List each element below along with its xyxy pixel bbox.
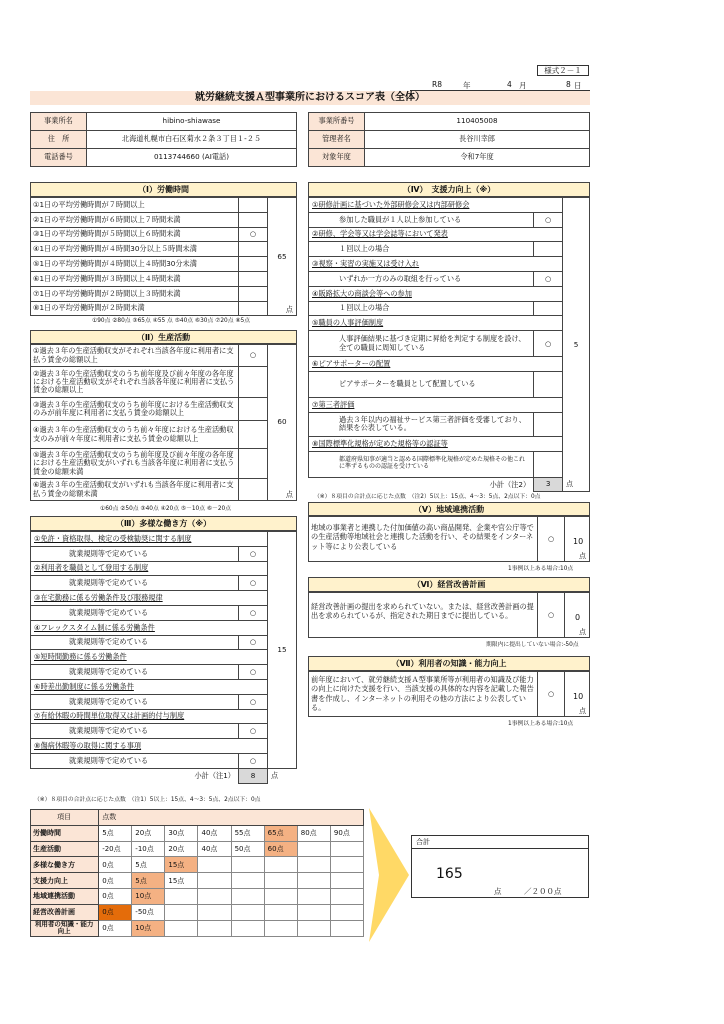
summary-row-label: 経営改善計画 [31,904,99,920]
summary-cell: 90点 [330,825,363,841]
date-era: R8 [432,80,442,89]
summary-cell: -50点 [132,904,165,920]
total-label: 合計 [412,836,588,849]
section-4-table [308,197,590,492]
sec4-item-head: ⑦第三者評価 [309,397,563,412]
summary-cell: 80点 [297,825,330,841]
summary-row [31,888,364,904]
sec3-item-sub: 就業規則等で定めている [31,546,239,561]
summary-cell: 30点 [165,825,198,841]
section-4-title: （Ⅳ） 支援力向上（※） [308,182,590,197]
summary-cell [264,857,297,873]
sec3-item-sub: 就業規則等で定めている [31,576,239,591]
sec4-check [534,412,563,436]
sec7-text: 前年度において、就労継続支援Ａ型事業所等が利用者の知識及び能力の向上に向けた支援を行い、当該支援の具体的な内容を記載した報告書を作成し、インターネットの利用その他の方法により公表している。 [311,675,534,713]
sec4-check [534,451,563,477]
summary-cell [297,904,330,920]
sec3-item-head: ⑧傷病休暇等の取得に関する事項 [31,739,268,754]
sec3-check: ○ [239,605,268,620]
date-day-unit: 日 [574,81,582,90]
summary-cell: 0点 [99,920,132,936]
summary-cell [231,904,264,920]
sec4-check: ○ [534,271,563,286]
summary-row-label: 地域連携活動 [31,888,99,904]
arrow-icon [369,808,409,942]
summary-row-label: 支援力向上 [31,873,99,889]
sec4-item-sub: １回以上の場合 [309,242,534,257]
sec5-unit: 点 [579,552,586,560]
sec3-item-head: ③在宅勤務に係る労働条件及び服務規律 [31,591,268,606]
sec3-check: ○ [239,576,268,591]
summary-header-item: 項目 [31,810,99,826]
summary-cell [231,873,264,889]
sec1-item: ①1日の平均労働時間が７時間以上 [31,198,239,213]
sec3-score: 15 [277,644,287,654]
summary-row [31,841,364,857]
sec3-check: ○ [239,694,268,709]
sec7-check: ○ [537,672,565,717]
sec3-check: ○ [239,753,268,768]
sec4-item-sub: １回以上の場合 [309,301,534,316]
sec1-item: ③1日の平均労働時間が５時間以上６時間未満 [31,227,239,242]
summary-cell [330,841,363,857]
sec7-unit: 点 [579,707,586,715]
section-1-table [30,197,297,316]
sec3-item-sub: 就業規則等で定めている [31,694,239,709]
summary-cell [297,873,330,889]
sec1-item: ⑥1日の平均労働時間が３時間以上４時間未満 [31,271,239,286]
summary-cell: 0点 [99,888,132,904]
sec3-note: （※）８項目の合計点に応じた点数 （注1）5以上：15点、4～3：5点、2点以下：0点 [34,797,261,803]
summary-cell: 20点 [132,825,165,841]
total-box [411,835,589,898]
summary-cell [231,857,264,873]
summary-row [31,857,364,873]
summary-table [30,809,364,937]
sec6-text: 経営改善計画の提出を求められていない。または、経営改善計画の提出を求められているが、指定された期日までに提出している。 [311,602,534,621]
info-value: hibino-shiawase [87,113,297,131]
summary-cell: 10点 [132,888,165,904]
summary-cell: 60点 [264,841,297,857]
sec5-box [308,516,590,562]
sec3-subtotal: 8 [239,768,268,783]
sec2-score: 60 [277,417,287,427]
sec6-note: 期限内に提出していない場合:-50点 [486,642,579,648]
section-3-table [30,531,297,784]
sec4-item-head: ⑤職員の人事評価制度 [309,316,563,331]
sec4-item-head: ⑥ピアサポーターの配置 [309,357,563,372]
sec4-item-sub: 過去３年以内の福祉サービス第三者評価を受審しており、結果を公表している。 [309,412,534,436]
summary-cell: 5点 [132,873,165,889]
summary-cell: 0点 [99,904,132,920]
total-unit: 点 [494,887,502,896]
date-month: 4 [507,80,512,89]
section-2-table [30,344,297,501]
summary-cell: 5点 [99,825,132,841]
sec3-item-head: ⑦有給休暇の時間単位取得又は計画的付与制度 [31,709,268,724]
sec4-item-sub: いずれか一方のみの取組を行っている [309,271,534,286]
sec7-box [308,671,590,717]
sec4-item-head: ③視察・実習の実施又は受け入れ [309,257,563,272]
sec3-item-sub: 就業規則等で定めている [31,665,239,680]
sec4-subtotal: 3 [534,477,563,492]
date-month-unit: 月 [519,81,527,90]
summary-cell: 5点 [132,857,165,873]
sec4-item-head: ①研修計画に基づいた外部研修会又は内部研修会 [309,198,563,213]
summary-row-label: 利用者の知識・能力向上 [31,920,99,936]
sec3-item-head: ⑤短時間勤務に係る労働条件 [31,650,268,665]
info-value: 0113744660 (AI電話) [87,149,297,167]
summary-cell: 15点 [165,857,198,873]
summary-cell [264,920,297,936]
sec2-item: ⑤過去３年の生産活動収支のうち前年度及び前々年度の各年度における生産活動収支がいずれも当該各年度に利用者に支払う賃金の総額未満 [31,449,239,479]
section-3-title: （Ⅲ）多様な働き方（※） [30,516,297,531]
summary-cell [198,857,231,873]
sec3-item-sub: 就業規則等で定めている [31,753,239,768]
section-5-title: （Ⅴ）地域連携活動 [308,502,590,516]
sec6-box [308,592,590,638]
sec4-check [534,371,563,397]
sec1-score: 65 [277,251,287,261]
summary-row [31,920,364,936]
summary-cell: 10点 [132,920,165,936]
summary-cell [330,920,363,936]
sec3-item-head: ⑥時差出勤制度に係る労働条件 [31,679,268,694]
sec2-unit: 点 [285,489,293,499]
form-number: 様式２－１ [537,65,589,76]
sec5-text: 地域の事業者と連携した付加価値の高い商品開発、企業や官公庁等での生産活動等地域社会と連携した活動を行い、その結果をインターネット等により公表している [311,523,534,551]
sec3-item-head: ④フレックスタイム制に係る労働条件 [31,620,268,635]
info-label: 事業所番号 [309,113,365,131]
summary-cell: 65点 [264,825,297,841]
summary-cell [330,904,363,920]
summary-cell [231,888,264,904]
summary-cell: 0点 [99,857,132,873]
sec3-subtotal-label: 小計（注1） [31,768,239,783]
sec4-note: （※）８項目の合計点に応じた点数 （注2）5以上：15点、4～3：5点、2点以下：0点 [314,494,541,500]
summary-cell [297,888,330,904]
sec4-subtotal-label: 小計（注2） [489,479,531,489]
summary-cell [198,873,231,889]
sec1-item: ④1日の平均労働時間が４時間30分以上５時間未満 [31,242,239,257]
sec5-score: 10 [573,537,584,546]
section-7-title: （Ⅶ）利用者の知識・能力向上 [308,656,590,671]
sec1-item: ⑤1日の平均労働時間が４時間以上４時間30分未満 [31,257,239,272]
info-value: 北海道札幌市白石区菊水２条３丁目１-２５ [87,131,297,149]
sec1-check: ○ [239,227,268,242]
sec3-item-sub: 就業規則等で定めている [31,635,239,650]
section-2-title: （Ⅱ）生産活動 [30,330,297,344]
sec6-score: 0 [575,613,581,622]
sec4-item-head: ⑧国際標準化規格が定めた規格等の認証等 [309,436,563,451]
sec4-check [534,301,563,316]
sec7-score: 10 [573,692,584,701]
info-label: 事業所名 [31,113,87,131]
sec3-item-head: ①免許・資格取得、検定の受検勧奨に関する制度 [31,532,268,547]
sec4-item-sub: 参加した職員が１人以上参加している [309,212,534,227]
sec4-check [534,242,563,257]
section-6-title: （Ⅵ）経営改善計画 [308,577,590,592]
summary-cell: 40点 [198,825,231,841]
info-left [30,112,297,167]
summary-cell [165,904,198,920]
summary-row-label: 生産活動 [31,841,99,857]
summary-cell [231,920,264,936]
sec6-check: ○ [537,593,565,638]
sec2-note: ①60点 ②50点 ③40点 ④20点 ⑤－10点 ⑥－20点 [100,506,232,512]
sec1-note: ①90点 ②80点 ③65点 ④55 点 ⑤40点 ⑥30点 ⑦20点 ⑧5点 [92,318,251,324]
sec5-check: ○ [537,517,565,562]
summary-cell [330,873,363,889]
date-day: 8 [566,80,571,89]
sec4-check: ○ [534,212,563,227]
sec3-item-head: ②利用者を職員として登用する制度 [31,561,268,576]
info-label: 住 所 [31,131,87,149]
sec3-check: ○ [239,546,268,561]
sec3-item-sub: 就業規則等で定めている [31,724,239,739]
summary-cell [264,904,297,920]
sec2-item: ④過去３年の生産活動収支のうち前々年度における生産活動収支のみが前々年度に利用者に支払う賃金の総額以上 [31,421,239,449]
summary-cell [198,904,231,920]
summary-cell [198,920,231,936]
info-label: 対象年度 [309,149,365,167]
summary-cell: 50点 [231,841,264,857]
summary-cell [264,888,297,904]
summary-cell [330,888,363,904]
sec6-unit: 点 [579,628,586,636]
summary-row-label: 多様な働き方 [31,857,99,873]
sec3-check: ○ [239,635,268,650]
sec4-item-head: ②研修、学会等又は学会誌等において発表 [309,227,563,242]
sec4-check: ○ [534,331,563,357]
sec1-item: ⑧1日の平均労働時間が２時間未満 [31,301,239,316]
total-value: 165 [436,866,463,882]
summary-cell: 15点 [165,873,198,889]
sec2-item: ①過去３年の生産活動収支がそれぞれ当該各年度に利用者に支払う賃金の総額以上 [31,345,239,367]
info-label: 管理者名 [309,131,365,149]
info-right [308,112,590,167]
sec7-note: 1事例以上ある場合:10点 [508,721,574,727]
sec4-score: 5 [573,339,579,349]
date-year-unit: 年 [463,81,471,90]
sec4-item-sub: 人事評価結果に基づき定期に昇給を判定する制度を設け、全ての職員に周知している [309,331,534,357]
summary-cell [165,920,198,936]
info-value: 令和7年度 [365,149,590,167]
sec4-item-head: ④販路拡大の商談会等への参加 [309,286,563,301]
summary-cell: -10点 [132,841,165,857]
total-max: ／２００点 [524,887,562,896]
sec1-item: ②1日の平均労働時間が６時間以上７時間未満 [31,212,239,227]
sec5-note: 1事例以上ある場合:10点 [508,566,574,572]
sec3-check: ○ [239,665,268,680]
sec2-item: ③過去３年の生産活動収支のうち前年度における生産活動収支のみが前年度に利用者に支払う賃金の総額以上 [31,398,239,421]
page-title: 就労継続支援Ａ型事業所におけるスコア表（全体） [30,91,590,105]
sec2-check: ○ [239,345,268,367]
sec2-item: ②過去３年の生産活動収支のうち前年度及び前々年度の各年度における生産活動収支がそれぞれ当該各年度に利用者に支払う賃金の総額以上 [31,367,239,398]
summary-cell [297,920,330,936]
date-row [410,79,590,91]
info-label: 電話番号 [31,149,87,167]
summary-cell: -20点 [99,841,132,857]
summary-cell [264,873,297,889]
summary-row [31,825,364,841]
summary-cell [297,841,330,857]
sec1-item: ⑦1日の平均労働時間が２時間以上３時間未満 [31,286,239,301]
info-value: 110405008 [365,113,590,131]
summary-row [31,904,364,920]
summary-cell [198,888,231,904]
sec4-item-sub: ピアサポーターを職員として配置している [309,371,534,397]
summary-header-score: 点数 [99,810,364,826]
section-1-title: （Ⅰ）労働時間 [30,182,297,197]
sec1-unit: 点 [285,305,293,315]
summary-cell [330,857,363,873]
summary-cell: 20点 [165,841,198,857]
summary-cell [165,888,198,904]
sec4-item-sub: 都道府県知事が適当と認める国際標準化規格が定めた規格その他これに準ずるものの認証を受けている [309,451,534,477]
sec3-check: ○ [239,724,268,739]
summary-cell: 55点 [231,825,264,841]
summary-cell: 0点 [99,873,132,889]
summary-row [31,873,364,889]
summary-cell: 40点 [198,841,231,857]
sec4-unit: 点 [566,480,573,488]
sec3-item-sub: 就業規則等で定めている [31,605,239,620]
sec2-item: ⑥過去３年の生産活動収支がいずれも当該各年度に利用者に支払う賃金の総額未満 [31,479,239,501]
sec3-unit: 点 [271,770,279,780]
summary-cell [297,857,330,873]
summary-row-label: 労働時間 [31,825,99,841]
info-value: 長谷川幸郎 [365,131,590,149]
